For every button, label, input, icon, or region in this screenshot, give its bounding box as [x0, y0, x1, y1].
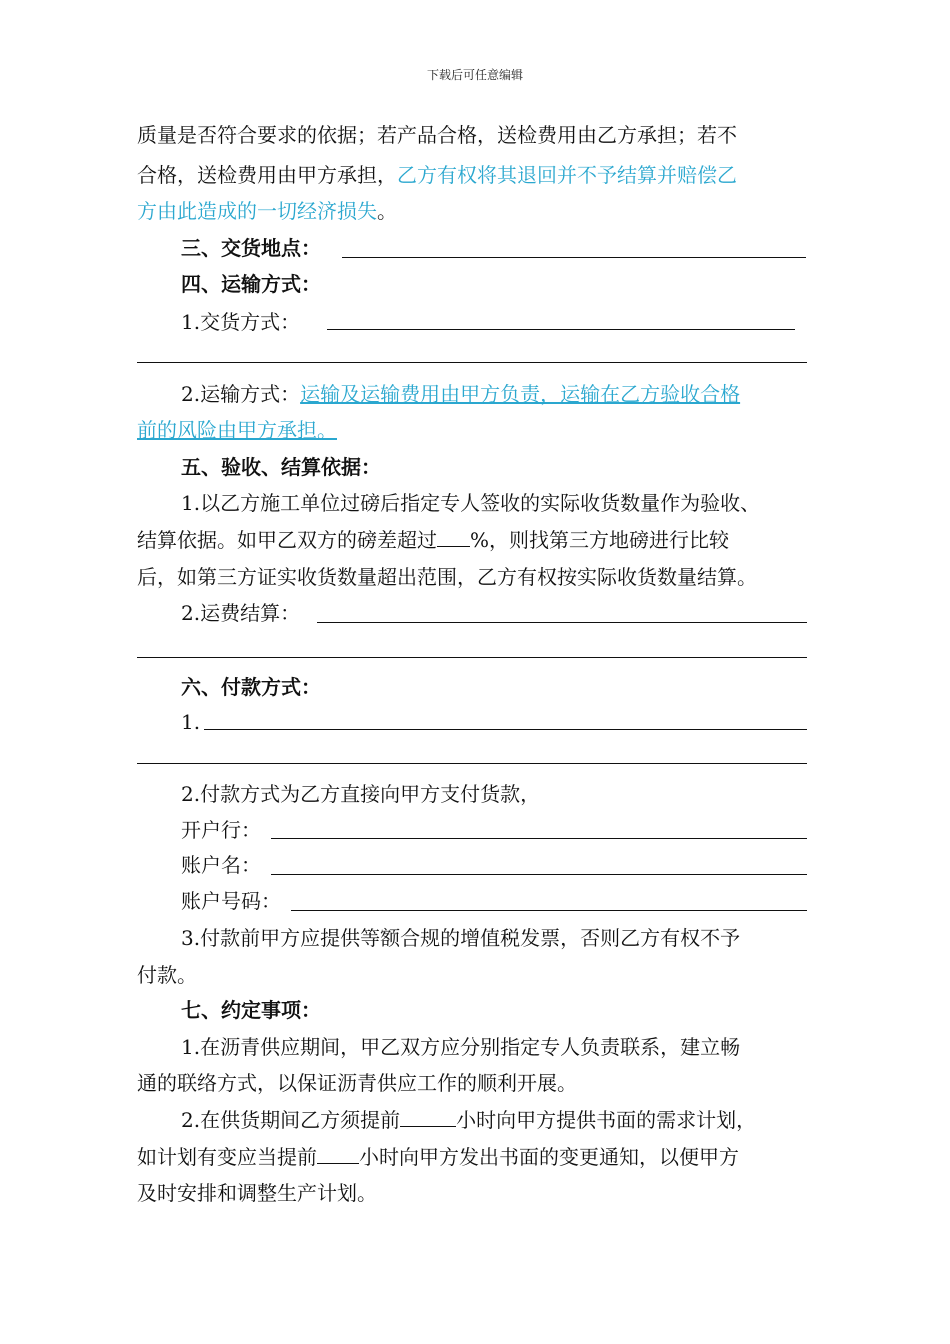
- paragraph-line: 通的联络方式，以保证沥青供应工作的顺利开展。: [137, 1071, 577, 1095]
- freight-settlement-blank[interactable]: [317, 622, 807, 623]
- transport-method-text: 前的风险由甲方承担。: [137, 418, 337, 442]
- account-number-label: 账户号码：: [181, 889, 281, 913]
- paragraph-text: 质量是否符合要求的依据；若产品合格，送检费用由乙方承担；若不: [137, 123, 737, 147]
- advance-hours-blank[interactable]: [400, 1106, 456, 1127]
- section-heading-delivery-location: 三、交货地点：: [181, 236, 321, 260]
- paragraph-line: 3.付款前甲方应提供等额合规的增值税发票，否则乙方有权不予: [181, 926, 741, 950]
- account-number-blank[interactable]: [291, 910, 807, 911]
- section-heading-transport: 四、运输方式：: [181, 272, 321, 296]
- weight-difference-blank[interactable]: [437, 526, 470, 547]
- paragraph-text: 小时向甲方提供书面的需求计划，: [456, 1108, 757, 1132]
- transport-method-line: [137, 417, 337, 443]
- delivery-method-blank-2[interactable]: [137, 362, 807, 363]
- paragraph-line: [137, 122, 737, 148]
- bank-label: 开户行：: [181, 818, 261, 842]
- freight-settlement-label: 2.运费结算：: [181, 601, 301, 625]
- freight-settlement-blank-2[interactable]: [137, 657, 807, 658]
- paragraph-line: 1.在沥青供应期间，甲乙双方应分别指定专人负责联系，建立畅: [181, 1035, 741, 1059]
- paragraph-text: 如计划有变应当提前: [137, 1145, 317, 1169]
- highlighted-text: 方由此造成的一切经济损失: [137, 199, 377, 223]
- section-heading-acceptance: 五、验收、结算依据：: [181, 455, 381, 479]
- paragraph-text: 。: [377, 199, 397, 223]
- page-header: 下载后可任意编辑: [426, 68, 523, 82]
- paragraph-line: [137, 162, 737, 188]
- paragraph-line: 1.以乙方施工单位过磅后指定专人签收的实际收货数量作为验收、: [181, 491, 761, 515]
- paragraph-line: [181, 1106, 756, 1133]
- delivery-method-label: 1.交货方式：: [181, 310, 301, 334]
- change-notice-hours-blank[interactable]: [317, 1143, 359, 1164]
- transport-method-label: 2.运输方式：: [181, 382, 301, 406]
- transport-method-text: 运输及运输费用由甲方负责，运输在乙方验收合格: [300, 382, 741, 406]
- paragraph-line: 付款。: [137, 963, 197, 987]
- paragraph-text: %，则找第三方地磅进行比较: [470, 528, 730, 552]
- delivery-method-blank[interactable]: [327, 329, 795, 330]
- section-heading-agreed-matters: 七、约定事项：: [181, 998, 321, 1022]
- paragraph-line: [137, 198, 397, 224]
- account-name-blank[interactable]: [271, 874, 807, 875]
- paragraph-text: 2.在供货期间乙方须提前: [181, 1108, 401, 1132]
- bank-blank[interactable]: [271, 838, 807, 839]
- paragraph-text: 结算依据。如甲乙双方的磅差超过: [137, 528, 437, 552]
- paragraph-line: 及时安排和调整生产计划。: [137, 1181, 377, 1205]
- payment-item-1-label: 1.: [181, 710, 201, 734]
- paragraph-line: 后，如第三方证实收货数量超出范围，乙方有权按实际收货数量结算。: [137, 565, 757, 589]
- transport-method-line: [181, 381, 740, 407]
- paragraph-line: [137, 526, 729, 553]
- payment-item-1-blank[interactable]: [204, 729, 807, 730]
- delivery-location-blank[interactable]: [342, 257, 806, 258]
- account-name-label: 账户名：: [181, 853, 261, 877]
- section-heading-payment: 六、付款方式：: [181, 675, 321, 699]
- payment-item-1-blank-2[interactable]: [137, 763, 807, 764]
- paragraph-line: 2.付款方式为乙方直接向甲方支付货款，: [181, 782, 541, 806]
- highlighted-text: 乙方有权将其退回并不予结算并赔偿乙: [397, 163, 737, 187]
- paragraph-text: 合格，送检费用由甲方承担，: [137, 163, 397, 187]
- paragraph-text: 小时向甲方发出书面的变更通知，以便甲方: [359, 1145, 739, 1169]
- paragraph-line: [137, 1143, 739, 1170]
